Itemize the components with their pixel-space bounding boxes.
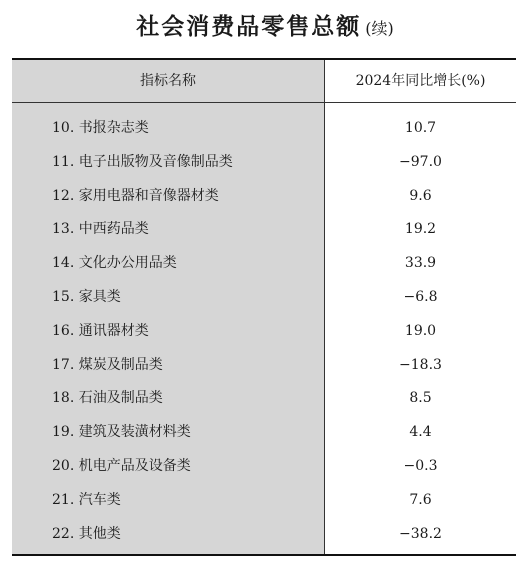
row-value: 8.5 — [409, 390, 432, 407]
row-label: 14. 文化办公用品类 — [52, 255, 177, 272]
row-label: 15. 家具类 — [52, 288, 121, 305]
row-value: −18.3 — [399, 356, 442, 373]
table-row — [12, 151, 516, 185]
header-growth: 2024年同比增长(%) — [355, 73, 486, 89]
row-label: 19. 建筑及装潢材料类 — [52, 424, 191, 441]
table-row — [12, 455, 516, 489]
row-value: −0.3 — [403, 457, 438, 474]
row-value: 4.4 — [409, 424, 432, 441]
retail-sales-table — [12, 58, 516, 556]
table-row — [12, 252, 516, 286]
row-value: 33.9 — [404, 255, 437, 272]
row-label: 13. 中西药品类 — [52, 221, 149, 238]
row-value: −38.2 — [399, 525, 442, 542]
row-value: 19.2 — [404, 221, 437, 238]
row-label: 17. 煤炭及制品类 — [52, 356, 163, 373]
row-value: −97.0 — [399, 153, 442, 170]
row-label: 12. 家用电器和音像器材类 — [52, 187, 219, 204]
row-label: 21. 汽车类 — [52, 491, 121, 508]
table-row — [12, 117, 516, 151]
table-row — [12, 387, 516, 421]
row-value: 7.6 — [409, 491, 432, 508]
page-title — [0, 8, 530, 41]
table-row — [12, 286, 516, 320]
table-row — [12, 523, 516, 557]
row-label: 10. 书报杂志类 — [52, 120, 149, 136]
row-value: 9.6 — [409, 187, 432, 204]
table-row — [12, 218, 516, 252]
row-value: 19.0 — [404, 322, 437, 339]
row-label: 18. 石油及制品类 — [52, 390, 163, 407]
title-sub: (续) — [365, 19, 394, 38]
row-label: 22. 其他类 — [52, 525, 121, 542]
row-label: 11. 电子出版物及音像制品类 — [52, 153, 233, 170]
table-row — [12, 354, 516, 388]
header-indicator: 指标名称 — [140, 73, 196, 89]
row-value: −6.8 — [403, 288, 438, 305]
table-row — [12, 489, 516, 523]
row-value: 10.7 — [404, 120, 437, 136]
table-header — [12, 60, 516, 103]
table-row — [12, 185, 516, 219]
table-body — [12, 117, 516, 556]
row-label: 20. 机电产品及设备类 — [52, 457, 191, 474]
table-row — [12, 320, 516, 354]
title-main: 社会消费品零售总额 — [136, 13, 362, 40]
table-row — [12, 421, 516, 455]
row-label: 16. 通讯器材类 — [52, 322, 149, 339]
